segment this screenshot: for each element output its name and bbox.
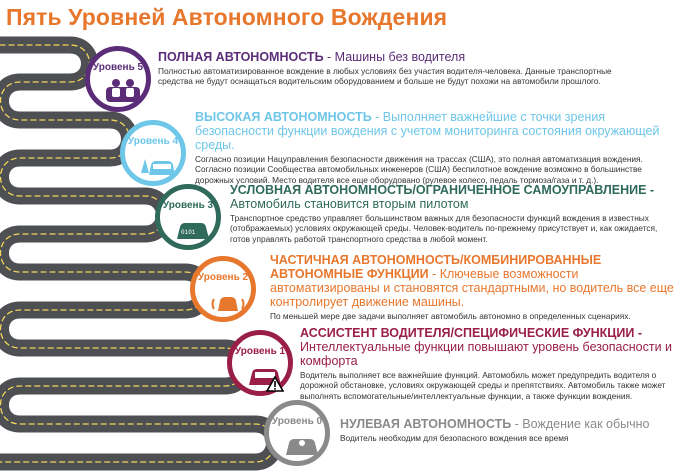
level-4-label: Уровень 4 <box>127 136 179 147</box>
level-5-badge <box>85 46 151 112</box>
level-4-badge <box>120 120 186 186</box>
svg-text:0101: 0101 <box>181 229 196 236</box>
level-0-text <box>340 417 680 443</box>
binary-car-icon <box>174 215 212 241</box>
page-title: Пять Уровней Автономного Вождения <box>6 4 448 30</box>
level-0-badge <box>264 400 330 466</box>
level-3-badge <box>155 184 221 250</box>
level-3-heading: УСЛОВНАЯ АВТОНОМНОСТЬ/ОГРАНИЧЕННОЕ САМОУПРАВЛЕНИЕ - Автомобиль становится вторым пилотом <box>230 183 655 211</box>
level-5-text <box>158 50 628 87</box>
level-3-label: Уровень 3 <box>162 200 214 211</box>
level-1-heading: АССИСТЕНТ ВОДИТЕЛЯ/СПЕЦИФИЧЕСКИЕ ФУНКЦИИ - Интеллектуальные функции повышают уровень безопасности и комфорта <box>300 326 673 368</box>
level-5-label: Уровень 5 <box>92 62 144 73</box>
level-1-description: Водитель выполняет все важнейшие функций. Автомобиль может предупредить водителя о дорожной обстановке, условиях окружающей среды и препятствиях. Автомобиль также может выполнять вспомогательные/интеллектуальные функции, а также функции вождения. <box>300 370 666 401</box>
level-0-description: Водитель необходим для безопасного вождения все время <box>340 433 569 443</box>
car-sensors-icon <box>209 287 247 313</box>
level-3-description: Транспортное средство управляет большинством важных для безопасности функций вождения в известных (отображаемых) условиях окружающей среды. Человек-водитель по-прежнему присутствует и, как ожидается, готов управлять работой транспортного средства в любой момент. <box>230 213 658 244</box>
level-1-label: Уровень 1 <box>234 346 286 357</box>
level-0-heading: НУЛЕВАЯ АВТОНОМНОСТЬ - Вождение как обычно <box>340 417 650 431</box>
car-driver-icon <box>283 431 321 457</box>
level-5-description: Полностью автоматизированное вождение в любых условиях без участия водителя-человека. Данные транспортные средства не будут оснащаться водительским оборудованием и больше не будут похожи на автомобили прошлого. <box>158 66 612 87</box>
level-2-badge <box>190 256 256 322</box>
level-2-text <box>270 253 685 321</box>
level-2-heading: ЧАСТИЧНАЯ АВТОНОМНОСТЬ/КОМБИНИРОВАННЫЕ АВТОНОМНЫЕ ФУНКЦИИ - Ключевые возможности автоматизированы и становятся стандартными, но водитель все еще контролирует движение машины. <box>270 253 674 309</box>
level-4-text <box>195 110 665 185</box>
level-2-label: Уровень 2 <box>197 272 249 283</box>
level-0-label: Уровень 0 <box>271 416 323 427</box>
level-3-text <box>230 183 670 244</box>
warning-icon <box>266 376 284 392</box>
level-4-heading: ВЫСОКАЯ АВТОНОМНОСТЬ - Выполняет важнейшие с точки зрения безопасности функции вождения с учетом мониторинга состояния окружающей среды. <box>195 110 660 152</box>
road-center-line <box>0 45 275 462</box>
level-2-description: По меньшей мере две задачи выполняет автомобиль автономно в определенных сценариях. <box>270 311 631 321</box>
level-1-text <box>300 326 685 401</box>
road-surface <box>0 45 275 462</box>
car-with-trees-icon <box>139 151 177 177</box>
two-passengers-icon <box>104 77 142 103</box>
level-5-heading: ПОЛНАЯ АВТОНОМНОСТЬ - Машины без водителя <box>158 50 466 64</box>
level-4-description: Согласно позиции Нацуправления безопасности движения на трассах (США), это полная автоматизация вождения. Согласно позиции Сообщества автомобильных инженеров (США) беспилотное вождение возможно в большинстве дорожных условий. Место водителя все еще оборудовано (рулевое колесо, педаль тормоза/газа и т. д.). <box>195 154 643 185</box>
